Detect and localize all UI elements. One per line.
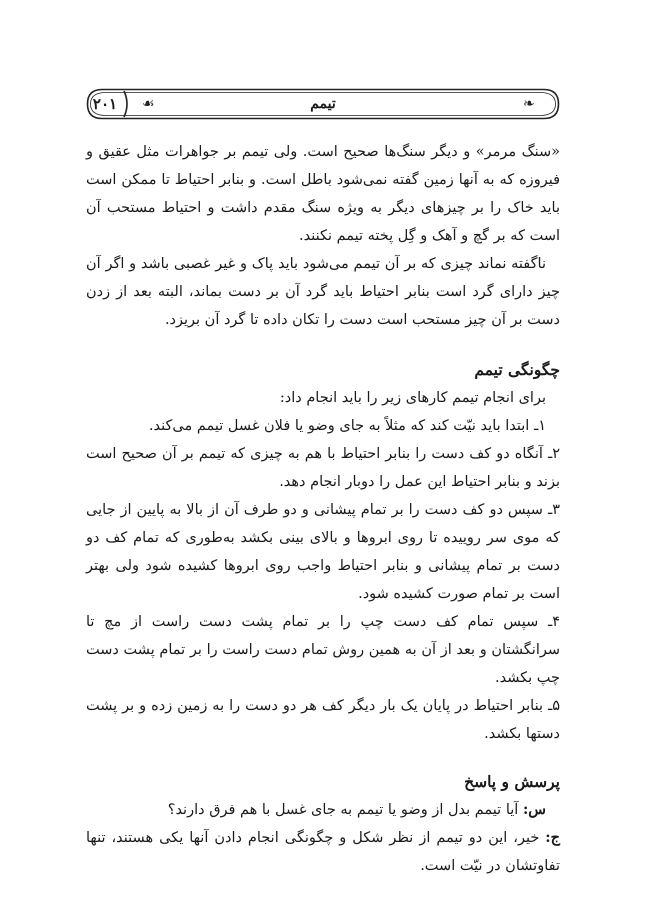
page-body [86, 138, 560, 880]
section-heading-how: چگونگی تیمم [474, 360, 560, 379]
intro-paragraph-2: ناگفته نماند چیزی که بر آن تیمم می‌شود باید پاک و غیر غصبی باشد و اگر آن چیز دارای گرد است بنابر احتیاط باید گرد آن بر دست بماند، البته بعد از زدن دست بر آن چیز مستحب است دست را تکان داده تا گرد آن بریزد. [86, 256, 560, 328]
step-item-3: ۳ـ سپس دو کف دست را بر تمام پیشانی و دو طرف آن از بالا به پایین از جایی که موی سر روییده تا روی ابروها و بالای بینی بکشد به‌طوری که تمام کف دو دست بر تمام پیشانی و بنابر احتیاط واجب روی ابروها کشیده شود ولی بهتر است بر تمام صورت کشیده شود. [86, 502, 560, 602]
answer-paragraph [86, 824, 560, 880]
question-text: آیا تیمم بدل از وضو یا تیمم به جای غسل با هم فرق دارند؟ [167, 802, 519, 818]
intro-paragraph-1: «سنگ مرمر» و دیگر سنگ‌ها صحیح است. ولی تیمم بر جواهرات مثل عقیق و فیروزه که به آنها زمین گفته نمی‌شود باطل است. و بنابر احتیاط تا ممکن است باید خاک را بر چیزهای دیگر به ویژه سنگ مقدم داشت و احتیاط مستحب آن است که بر گچ و آهک و گِل پخته تیمم نکنند. [86, 144, 560, 244]
answer-label: ج: [545, 829, 560, 846]
ornament-right-icon: ❧ [523, 96, 535, 112]
running-header [86, 88, 560, 120]
section-heading-qa: پرسش و پاسخ [464, 772, 560, 791]
step-item-5: ۵ـ بنابر احتیاط در پایان یک بار دیگر کف هر دو دست را به زمین زده و بر پشت دستها بکشد. [86, 698, 560, 742]
step-item-1: ۱ـ ابتدا باید نیّت کند که مثلاً به جای وضو یا فلان غسل تیمم می‌کند. [148, 418, 546, 434]
step-item-2: ۲ـ آنگاه دو کف دست را بنابر احتیاط با هم به چیزی که تیمم بر آن صحیح است بزند و بنابر احتیاط این عمل را دوبار انجام دهد. [86, 446, 560, 490]
answer-text: خیر، این دو تیمم از نظر شکل و چگونگی انجام دادن آنها یکی هستند، تنها تفاوتشان در نیّت است. [86, 830, 560, 874]
running-title: تیمم [310, 96, 336, 112]
question-paragraph [86, 796, 560, 824]
section-lead: برای انجام تیمم کارهای زیر را باید انجام داد: [279, 390, 546, 406]
step-item-4: ۴ـ سپس تمام کف دست چپ را بر تمام پشت دست راست از مچ تا سرانگشتان و بعد از آن به همین روش تمام دست راست را بر تمام پشت دست چپ بکشد. [86, 614, 560, 686]
page-number: ۲۰۱ [92, 95, 118, 113]
ornament-left-icon: ☙ [142, 96, 155, 112]
question-label: س: [522, 801, 546, 818]
